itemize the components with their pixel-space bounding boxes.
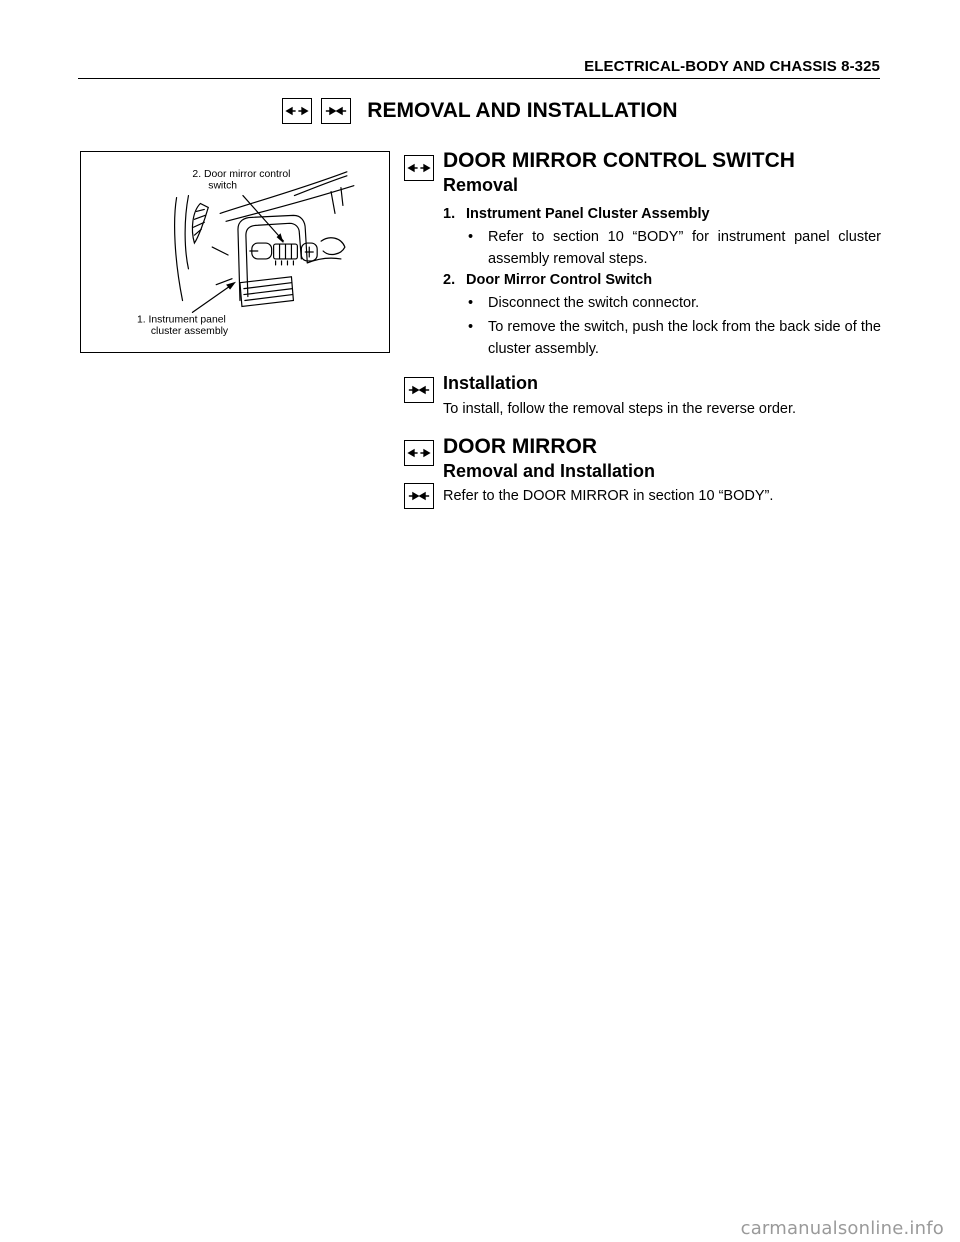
bullet-marker: •: [468, 229, 474, 245]
removal-arrows-outward-icon: [282, 98, 312, 124]
running-header: ELECTRICAL-BODY AND CHASSIS 8-325: [584, 58, 880, 75]
callout-instrument-panel-line1: 1. Instrument panel: [136, 314, 226, 326]
removal-arrows-outward-icon: [404, 440, 434, 466]
step-1: [443, 206, 710, 222]
step-2-bullet-1-text: Disconnect the switch connector.: [488, 295, 700, 311]
step-1-label: Instrument Panel Cluster Assembly: [466, 206, 710, 222]
callout-door-mirror-control-switch-line2: switch: [208, 180, 238, 192]
removal-arrows-outward-icon: [404, 155, 434, 181]
watermark: carmanualsonline.info: [740, 1218, 944, 1239]
step-2-bullet-1: [468, 292, 881, 314]
step-2-label: Door Mirror Control Switch: [466, 272, 653, 288]
installation-arrows-inward-icon: [404, 377, 434, 403]
step-1-bullet: [468, 226, 881, 270]
step-2: [443, 272, 652, 288]
door-mirror-reference-text: Refer to the DOOR MIRROR in section 10 “BODY”.: [443, 488, 774, 504]
figure-door-mirror-switch: [80, 151, 390, 353]
installation-arrows-inward-icon: [404, 483, 434, 509]
installation-heading: Installation: [443, 373, 539, 393]
callout-door-mirror-control-switch-line1: 2. Door mirror control: [192, 168, 291, 180]
removal-heading: Removal: [443, 175, 519, 195]
section-title-door-mirror: DOOR MIRROR: [443, 435, 597, 458]
section-title-control-switch: DOOR MIRROR CONTROL SWITCH: [443, 149, 795, 172]
bullet-marker: •: [468, 295, 474, 311]
bullet-marker: •: [468, 319, 474, 335]
step-2-number: 2.: [443, 272, 456, 288]
step-2-bullet-2: [468, 316, 881, 360]
callout-instrument-panel-line2: cluster assembly: [150, 326, 229, 338]
step-1-bullet-text: Refer to section 10 “BODY” for instrument panel cluster assembly removal steps.: [488, 229, 881, 267]
step-2-bullet-2-text: To remove the switch, push the lock from the back side of the cluster assembly.: [488, 319, 881, 357]
main-title-text: REMOVAL AND INSTALLATION: [367, 99, 678, 122]
step-1-number: 1.: [443, 206, 456, 222]
main-title: [0, 98, 960, 124]
header-rule: [78, 78, 880, 79]
instrument-panel-illustration: [81, 152, 389, 352]
installation-arrows-inward-icon: [321, 98, 351, 124]
installation-text: To install, follow the removal steps in the reverse order.: [443, 401, 796, 417]
removal-installation-heading: Removal and Installation: [443, 461, 656, 481]
